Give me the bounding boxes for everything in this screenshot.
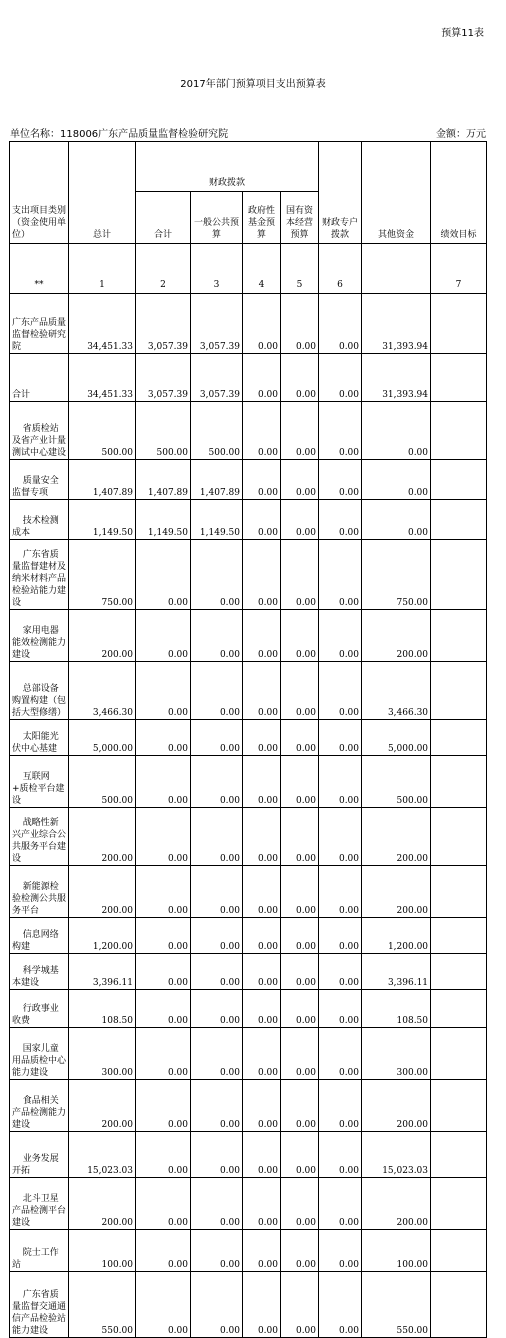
row-item-name: 业务发展开拓 bbox=[10, 1132, 69, 1178]
row-value-cell: 0.00 bbox=[362, 402, 431, 460]
row-value-cell: 0.00 bbox=[191, 1230, 243, 1272]
index-row bbox=[10, 244, 487, 294]
row-value-cell: 0.00 bbox=[243, 954, 281, 990]
row-item-name: 总部设备购置构建（包括大型修缮） bbox=[10, 662, 69, 720]
row-value-cell: 15,023.03 bbox=[69, 1132, 136, 1178]
header-performance: 绩效目标 bbox=[431, 142, 487, 244]
row-value-cell: 0.00 bbox=[281, 294, 319, 354]
header-fiscal-group: 财政拨款 bbox=[136, 142, 319, 192]
row-value-cell: 0.00 bbox=[136, 954, 191, 990]
row-item-name: 广东省质量监督交通通信产品检验站能力建设 bbox=[10, 1272, 69, 1338]
row-item-name: 科学城基本建设 bbox=[10, 954, 69, 990]
table-row bbox=[10, 460, 487, 500]
table-row bbox=[10, 1272, 487, 1338]
table-row bbox=[10, 918, 487, 954]
row-value-cell: 108.50 bbox=[362, 990, 431, 1028]
row-value-cell: 0.00 bbox=[136, 756, 191, 808]
table-row bbox=[10, 294, 487, 354]
row-value-cell: 1,149.50 bbox=[136, 500, 191, 540]
row-item-name: 战略性新兴产业综合公共服务平台建设 bbox=[10, 808, 69, 866]
row-value-cell: 3,057.39 bbox=[191, 294, 243, 354]
row-value-cell: 0.00 bbox=[319, 662, 362, 720]
row-value-cell: 0.00 bbox=[243, 720, 281, 756]
row-value-cell: 0.00 bbox=[319, 460, 362, 500]
table-row bbox=[10, 866, 487, 918]
index-cell: 5 bbox=[281, 244, 319, 294]
row-value-cell: 0.00 bbox=[281, 610, 319, 662]
index-cell: 7 bbox=[431, 244, 487, 294]
table-row bbox=[10, 990, 487, 1028]
row-value-cell: 0.00 bbox=[281, 866, 319, 918]
row-value-cell bbox=[431, 402, 487, 460]
row-value-cell: 3,057.39 bbox=[191, 354, 243, 402]
index-cell: 6 bbox=[319, 244, 362, 294]
row-value-cell: 0.00 bbox=[243, 1132, 281, 1178]
row-value-cell: 3,057.39 bbox=[136, 354, 191, 402]
row-value-cell: 0.00 bbox=[319, 1132, 362, 1178]
row-value-cell: 5,000.00 bbox=[362, 720, 431, 756]
row-value-cell: 0.00 bbox=[191, 720, 243, 756]
row-value-cell: 0.00 bbox=[243, 610, 281, 662]
row-value-cell: 0.00 bbox=[136, 1178, 191, 1230]
row-value-cell: 500.00 bbox=[69, 756, 136, 808]
row-value-cell: 0.00 bbox=[281, 1230, 319, 1272]
table-row bbox=[10, 662, 487, 720]
row-item-name: 院士工作站 bbox=[10, 1230, 69, 1272]
row-value-cell: 0.00 bbox=[136, 1080, 191, 1132]
row-value-cell: 0.00 bbox=[136, 1230, 191, 1272]
row-value-cell bbox=[431, 1272, 487, 1338]
row-value-cell: 1,200.00 bbox=[69, 918, 136, 954]
row-value-cell: 200.00 bbox=[362, 610, 431, 662]
row-value-cell: 0.00 bbox=[281, 1080, 319, 1132]
table-row bbox=[10, 1178, 487, 1230]
row-value-cell: 0.00 bbox=[243, 1178, 281, 1230]
row-value-cell: 300.00 bbox=[69, 1028, 136, 1080]
row-value-cell: 200.00 bbox=[362, 1178, 431, 1230]
row-value-cell: 0.00 bbox=[243, 918, 281, 954]
row-value-cell: 1,407.89 bbox=[191, 460, 243, 500]
index-cell: 1 bbox=[69, 244, 136, 294]
row-value-cell bbox=[431, 1028, 487, 1080]
row-value-cell bbox=[431, 1080, 487, 1132]
row-value-cell bbox=[431, 1230, 487, 1272]
index-cell: 3 bbox=[191, 244, 243, 294]
row-value-cell bbox=[431, 460, 487, 500]
unit-line bbox=[10, 125, 486, 140]
row-value-cell bbox=[431, 990, 487, 1028]
row-value-cell: 0.00 bbox=[319, 1230, 362, 1272]
row-value-cell: 200.00 bbox=[69, 866, 136, 918]
row-value-cell: 0.00 bbox=[319, 918, 362, 954]
header-total: 总计 bbox=[69, 142, 136, 244]
row-value-cell: 0.00 bbox=[281, 720, 319, 756]
index-cell: 4 bbox=[243, 244, 281, 294]
row-value-cell: 3,396.11 bbox=[362, 954, 431, 990]
table-row bbox=[10, 610, 487, 662]
table-row bbox=[10, 1080, 487, 1132]
row-value-cell: 0.00 bbox=[281, 918, 319, 954]
table-row bbox=[10, 1028, 487, 1080]
table-row bbox=[10, 756, 487, 808]
row-value-cell: 0.00 bbox=[243, 662, 281, 720]
row-value-cell bbox=[431, 610, 487, 662]
row-value-cell: 1,407.89 bbox=[69, 460, 136, 500]
row-value-cell: 0.00 bbox=[136, 990, 191, 1028]
row-value-cell: 0.00 bbox=[191, 808, 243, 866]
row-value-cell: 3,396.11 bbox=[69, 954, 136, 990]
row-value-cell: 0.00 bbox=[319, 990, 362, 1028]
row-value-cell: 200.00 bbox=[362, 808, 431, 866]
row-value-cell: 0.00 bbox=[319, 954, 362, 990]
row-value-cell: 0.00 bbox=[136, 1132, 191, 1178]
row-value-cell: 0.00 bbox=[136, 1028, 191, 1080]
row-value-cell: 0.00 bbox=[243, 402, 281, 460]
row-value-cell: 0.00 bbox=[136, 1272, 191, 1338]
header-row-1 bbox=[10, 142, 487, 192]
row-value-cell: 0.00 bbox=[243, 756, 281, 808]
row-value-cell: 0.00 bbox=[191, 1132, 243, 1178]
table-row bbox=[10, 540, 487, 610]
row-value-cell: 500.00 bbox=[69, 402, 136, 460]
row-value-cell: 1,200.00 bbox=[362, 918, 431, 954]
row-value-cell: 0.00 bbox=[191, 540, 243, 610]
row-item-name: 新能源检验检测公共服务平台 bbox=[10, 866, 69, 918]
row-value-cell: 200.00 bbox=[362, 1080, 431, 1132]
row-value-cell: 0.00 bbox=[191, 954, 243, 990]
row-value-cell: 0.00 bbox=[191, 990, 243, 1028]
row-value-cell: 31,393.94 bbox=[362, 294, 431, 354]
budget-table bbox=[9, 141, 487, 1338]
row-value-cell: 31,393.94 bbox=[362, 354, 431, 402]
row-value-cell: 0.00 bbox=[243, 540, 281, 610]
row-value-cell: 750.00 bbox=[69, 540, 136, 610]
row-item-name: 省质检站及省产业计量测试中心建设 bbox=[10, 402, 69, 460]
row-item-name: 行政事业收费 bbox=[10, 990, 69, 1028]
row-value-cell: 200.00 bbox=[69, 610, 136, 662]
table-row bbox=[10, 720, 487, 756]
row-value-cell: 0.00 bbox=[243, 866, 281, 918]
row-value-cell: 500.00 bbox=[191, 402, 243, 460]
row-value-cell: 0.00 bbox=[136, 866, 191, 918]
table-row bbox=[10, 1230, 487, 1272]
row-item-name: 太阳能光伏中心基建 bbox=[10, 720, 69, 756]
row-value-cell: 0.00 bbox=[319, 1178, 362, 1230]
header-general-budget: 一般公共预算 bbox=[191, 192, 243, 244]
row-value-cell: 0.00 bbox=[319, 808, 362, 866]
row-value-cell: 0.00 bbox=[191, 662, 243, 720]
row-value-cell: 0.00 bbox=[191, 1028, 243, 1080]
row-item-name: 互联网+质检平台建设 bbox=[10, 756, 69, 808]
header-category: 支出项目类别（资金使用单位） bbox=[10, 142, 69, 244]
header-special-account: 财政专户拨款 bbox=[319, 142, 362, 244]
row-value-cell bbox=[431, 540, 487, 610]
row-value-cell: 1,149.50 bbox=[69, 500, 136, 540]
row-value-cell: 3,466.30 bbox=[69, 662, 136, 720]
table-row bbox=[10, 1132, 487, 1178]
row-value-cell: 3,466.30 bbox=[362, 662, 431, 720]
row-value-cell bbox=[431, 1132, 487, 1178]
row-value-cell: 0.00 bbox=[243, 1272, 281, 1338]
row-value-cell: 0.00 bbox=[136, 808, 191, 866]
index-cell: ** bbox=[10, 244, 69, 294]
row-value-cell bbox=[431, 866, 487, 918]
row-value-cell: 0.00 bbox=[191, 918, 243, 954]
row-value-cell: 0.00 bbox=[243, 354, 281, 402]
row-value-cell: 0.00 bbox=[319, 1080, 362, 1132]
row-value-cell: 0.00 bbox=[281, 1028, 319, 1080]
row-value-cell: 200.00 bbox=[69, 1178, 136, 1230]
row-value-cell: 0.00 bbox=[319, 354, 362, 402]
row-value-cell: 0.00 bbox=[281, 1272, 319, 1338]
row-value-cell: 100.00 bbox=[69, 1230, 136, 1272]
row-value-cell: 0.00 bbox=[319, 500, 362, 540]
row-value-cell: 0.00 bbox=[191, 756, 243, 808]
table-row bbox=[10, 808, 487, 866]
row-value-cell: 0.00 bbox=[362, 500, 431, 540]
row-item-name: 广东省质量监督建材及纳米材料产品检验站能力建设 bbox=[10, 540, 69, 610]
row-item-name: 国家儿童用品质检中心能力建设 bbox=[10, 1028, 69, 1080]
row-value-cell: 0.00 bbox=[319, 1272, 362, 1338]
row-item-name: 信息网络构建 bbox=[10, 918, 69, 954]
unit-name: 单位名称：118006广东产品质量监督检验研究院 bbox=[10, 129, 229, 140]
row-value-cell: 0.00 bbox=[136, 662, 191, 720]
row-value-cell: 0.00 bbox=[281, 500, 319, 540]
row-value-cell bbox=[431, 662, 487, 720]
page-title: 2017年部门预算项目支出预算表 bbox=[180, 79, 326, 90]
header-state-capital: 国有资本经营预算 bbox=[281, 192, 319, 244]
row-value-cell: 0.00 bbox=[281, 954, 319, 990]
row-value-cell: 0.00 bbox=[281, 662, 319, 720]
row-value-cell: 500.00 bbox=[362, 756, 431, 808]
row-value-cell: 0.00 bbox=[136, 720, 191, 756]
row-value-cell bbox=[431, 354, 487, 402]
row-value-cell: 108.50 bbox=[69, 990, 136, 1028]
header-gov-fund: 政府性基金预算 bbox=[243, 192, 281, 244]
row-value-cell: 0.00 bbox=[243, 990, 281, 1028]
row-value-cell: 0.00 bbox=[243, 500, 281, 540]
row-item-name: 技术检测成本 bbox=[10, 500, 69, 540]
row-value-cell: 0.00 bbox=[319, 1028, 362, 1080]
row-value-cell: 0.00 bbox=[319, 866, 362, 918]
row-value-cell bbox=[431, 918, 487, 954]
row-value-cell: 550.00 bbox=[362, 1272, 431, 1338]
row-value-cell: 0.00 bbox=[281, 990, 319, 1028]
row-value-cell: 0.00 bbox=[281, 402, 319, 460]
table-row bbox=[10, 954, 487, 990]
row-value-cell: 0.00 bbox=[362, 460, 431, 500]
row-value-cell bbox=[431, 294, 487, 354]
row-value-cell: 0.00 bbox=[281, 460, 319, 500]
row-value-cell: 0.00 bbox=[319, 610, 362, 662]
row-value-cell: 0.00 bbox=[281, 1132, 319, 1178]
header-subtotal: 合计 bbox=[136, 192, 191, 244]
row-value-cell: 0.00 bbox=[243, 808, 281, 866]
row-value-cell: 500.00 bbox=[136, 402, 191, 460]
row-value-cell: 200.00 bbox=[362, 866, 431, 918]
row-value-cell: 0.00 bbox=[191, 610, 243, 662]
row-item-name: 家用电器能效检测能力建设 bbox=[10, 610, 69, 662]
row-value-cell: 34,451.33 bbox=[69, 294, 136, 354]
row-value-cell: 0.00 bbox=[191, 866, 243, 918]
row-value-cell: 0.00 bbox=[281, 756, 319, 808]
row-value-cell: 0.00 bbox=[243, 1028, 281, 1080]
row-value-cell bbox=[431, 954, 487, 990]
row-value-cell: 750.00 bbox=[362, 540, 431, 610]
row-value-cell: 0.00 bbox=[319, 294, 362, 354]
row-value-cell: 300.00 bbox=[362, 1028, 431, 1080]
row-value-cell: 5,000.00 bbox=[69, 720, 136, 756]
row-value-cell: 1,149.50 bbox=[191, 500, 243, 540]
row-value-cell: 200.00 bbox=[69, 1080, 136, 1132]
row-item-name: 合计 bbox=[10, 354, 69, 402]
amount-unit: 金额：万元 bbox=[436, 129, 486, 140]
row-item-name: 食品相关产品检测能力建设 bbox=[10, 1080, 69, 1132]
row-value-cell: 3,057.39 bbox=[136, 294, 191, 354]
row-value-cell: 0.00 bbox=[243, 460, 281, 500]
row-value-cell: 0.00 bbox=[136, 540, 191, 610]
row-value-cell: 0.00 bbox=[136, 918, 191, 954]
row-item-name: 质量安全监督专项 bbox=[10, 460, 69, 500]
table-row bbox=[10, 354, 487, 402]
row-value-cell: 0.00 bbox=[136, 610, 191, 662]
row-value-cell: 0.00 bbox=[281, 1178, 319, 1230]
row-value-cell bbox=[431, 720, 487, 756]
row-value-cell: 100.00 bbox=[362, 1230, 431, 1272]
row-value-cell: 1,407.89 bbox=[136, 460, 191, 500]
table-row bbox=[10, 402, 487, 460]
row-value-cell: 0.00 bbox=[191, 1272, 243, 1338]
row-value-cell: 550.00 bbox=[69, 1272, 136, 1338]
row-value-cell bbox=[431, 1178, 487, 1230]
row-value-cell bbox=[431, 756, 487, 808]
table-number-label: 预算11表 bbox=[441, 28, 484, 39]
row-value-cell: 0.00 bbox=[319, 720, 362, 756]
header-other-funds: 其他资金 bbox=[362, 142, 431, 244]
row-value-cell: 0.00 bbox=[281, 540, 319, 610]
row-value-cell: 0.00 bbox=[191, 1178, 243, 1230]
row-item-name: 广东产品质量监督检验研究院 bbox=[10, 294, 69, 354]
row-value-cell: 0.00 bbox=[319, 756, 362, 808]
row-value-cell: 34,451.33 bbox=[69, 354, 136, 402]
row-value-cell: 0.00 bbox=[281, 354, 319, 402]
row-value-cell: 0.00 bbox=[243, 1230, 281, 1272]
row-value-cell: 0.00 bbox=[319, 402, 362, 460]
row-value-cell: 0.00 bbox=[243, 1080, 281, 1132]
table-row bbox=[10, 500, 487, 540]
row-value-cell: 200.00 bbox=[69, 808, 136, 866]
row-value-cell: 15,023.03 bbox=[362, 1132, 431, 1178]
index-cell: 2 bbox=[136, 244, 191, 294]
row-value-cell: 0.00 bbox=[191, 1080, 243, 1132]
row-value-cell: 0.00 bbox=[281, 808, 319, 866]
row-item-name: 北斗卫星产品检测平台建设 bbox=[10, 1178, 69, 1230]
index-cell bbox=[362, 244, 431, 294]
row-value-cell bbox=[431, 808, 487, 866]
row-value-cell: 0.00 bbox=[319, 540, 362, 610]
row-value-cell bbox=[431, 500, 487, 540]
row-value-cell: 0.00 bbox=[243, 294, 281, 354]
